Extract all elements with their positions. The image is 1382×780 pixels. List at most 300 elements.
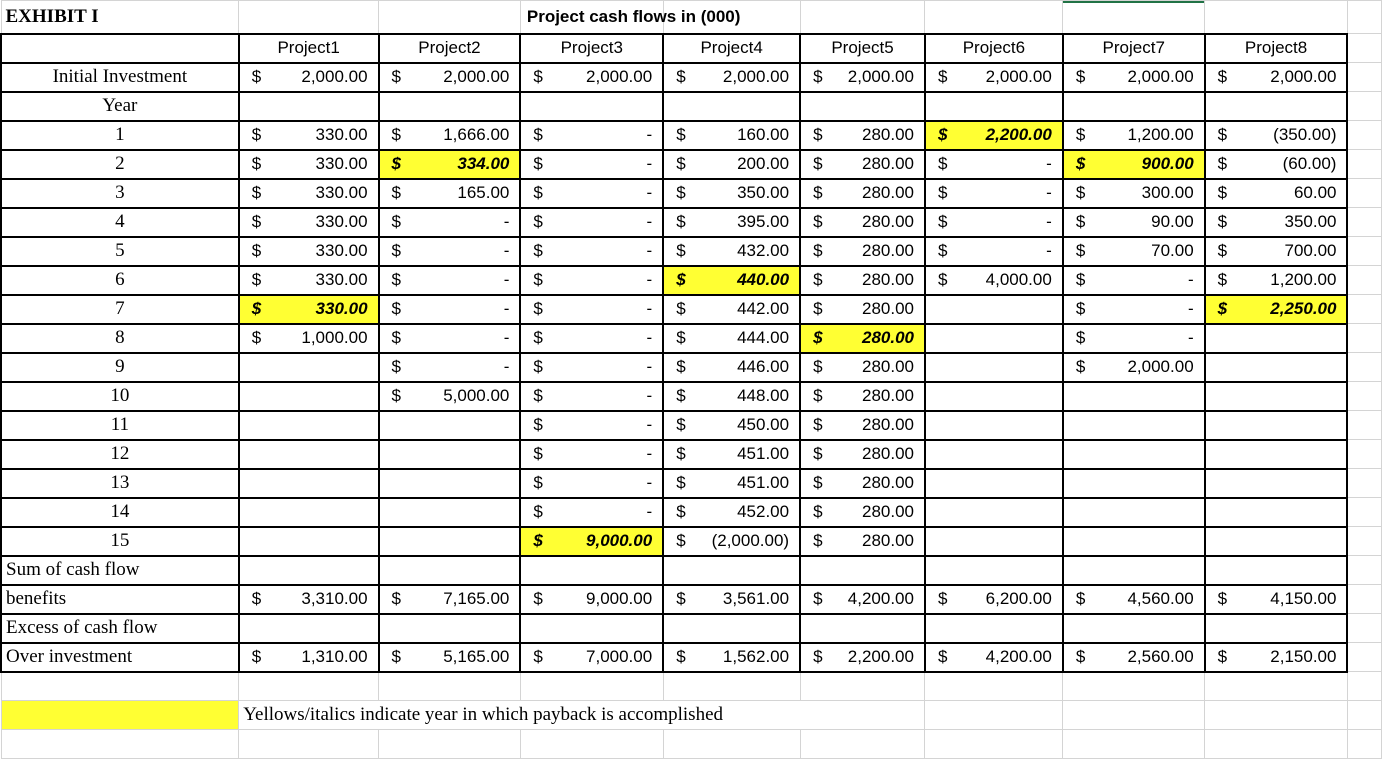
cash-flow-cell[interactable] bbox=[379, 527, 521, 556]
cash-flow-cell[interactable] bbox=[663, 324, 800, 353]
cell[interactable] bbox=[925, 556, 1063, 585]
cash-flow-cell[interactable] bbox=[379, 353, 521, 382]
cash-flow-cell[interactable] bbox=[925, 179, 1063, 208]
cash-flow-cell[interactable] bbox=[520, 411, 663, 440]
cash-flow-cell[interactable] bbox=[1205, 266, 1348, 295]
cash-flow-cell[interactable] bbox=[1063, 527, 1205, 556]
cash-flow-cell[interactable] bbox=[800, 208, 925, 237]
cell[interactable] bbox=[925, 1, 1063, 34]
year-header[interactable]: Year bbox=[1, 92, 239, 121]
project-header[interactable]: Project3 bbox=[520, 34, 663, 63]
cash-flow-cell[interactable] bbox=[925, 237, 1063, 266]
cell[interactable] bbox=[239, 1, 379, 34]
cell[interactable] bbox=[1063, 672, 1205, 701]
cell[interactable] bbox=[1, 34, 239, 63]
amount: 330.00 bbox=[315, 183, 368, 202]
cash-flow-cell[interactable] bbox=[520, 208, 663, 237]
cell[interactable] bbox=[1, 672, 239, 701]
cell[interactable] bbox=[663, 92, 800, 121]
payback-cell[interactable] bbox=[1205, 295, 1348, 324]
excess-label[interactable]: Over investment bbox=[1, 643, 239, 672]
cell[interactable] bbox=[239, 672, 379, 701]
currency-symbol: $ bbox=[937, 647, 948, 666]
payback-cell[interactable] bbox=[925, 121, 1063, 150]
cash-flow-cell[interactable] bbox=[1063, 440, 1205, 469]
cell[interactable] bbox=[1347, 556, 1381, 585]
currency-symbol: $ bbox=[813, 473, 823, 492]
cash-flow-cell[interactable] bbox=[800, 179, 925, 208]
cell[interactable] bbox=[663, 556, 800, 585]
cash-flow-cell[interactable] bbox=[239, 208, 379, 237]
payback-cell[interactable] bbox=[239, 295, 379, 324]
cell[interactable] bbox=[520, 730, 663, 759]
cash-flow-cell[interactable] bbox=[800, 527, 925, 556]
cash-flow-cell[interactable] bbox=[1205, 440, 1348, 469]
initial-investment-cell[interactable] bbox=[1205, 63, 1348, 92]
cash-flow-cell[interactable] bbox=[663, 382, 800, 411]
cell[interactable] bbox=[925, 614, 1063, 643]
amount: 900.00 bbox=[1141, 154, 1194, 173]
cash-flow-cell[interactable] bbox=[1063, 295, 1205, 324]
cell[interactable] bbox=[1347, 208, 1381, 237]
payback-cell[interactable] bbox=[520, 527, 663, 556]
accounting-value bbox=[525, 125, 658, 145]
cell[interactable] bbox=[1347, 614, 1381, 643]
project-header[interactable]: Project1 bbox=[239, 34, 379, 63]
cash-flow-cell[interactable] bbox=[1205, 353, 1348, 382]
cash-flow-cell[interactable] bbox=[1205, 208, 1348, 237]
initial-investment-cell[interactable] bbox=[663, 63, 800, 92]
cash-flow-cell[interactable] bbox=[1063, 469, 1205, 498]
currency-symbol: $ bbox=[676, 531, 686, 550]
sum-cell[interactable] bbox=[800, 585, 925, 614]
cell[interactable] bbox=[1205, 730, 1348, 759]
cell[interactable] bbox=[1063, 730, 1205, 759]
cell[interactable] bbox=[520, 556, 663, 585]
initial-investment-cell[interactable] bbox=[1063, 63, 1205, 92]
cash-flow-cell[interactable] bbox=[239, 411, 379, 440]
currency-symbol: $ bbox=[533, 212, 543, 231]
year-label[interactable]: 4 bbox=[1, 208, 239, 237]
cash-flow-cell[interactable] bbox=[1063, 237, 1205, 266]
cash-flow-cell[interactable] bbox=[1063, 324, 1205, 353]
cash-flow-cell[interactable] bbox=[925, 411, 1063, 440]
sum-cell[interactable] bbox=[520, 585, 663, 614]
cash-flow-cell[interactable] bbox=[520, 382, 663, 411]
cash-flow-cell[interactable] bbox=[663, 469, 800, 498]
amount: 2,200.00 bbox=[985, 125, 1052, 144]
year-label[interactable]: 1 bbox=[1, 121, 239, 150]
cell[interactable] bbox=[1347, 411, 1381, 440]
cash-flow-cell[interactable] bbox=[1205, 324, 1348, 353]
currency-symbol: $ bbox=[251, 328, 262, 347]
cell[interactable] bbox=[800, 556, 925, 585]
sheet-row bbox=[1, 440, 1382, 469]
cash-flow-cell[interactable] bbox=[1063, 498, 1205, 527]
cash-flow-cell[interactable] bbox=[379, 382, 521, 411]
initial-investment-cell[interactable] bbox=[800, 63, 925, 92]
cell[interactable] bbox=[379, 92, 521, 121]
cell[interactable] bbox=[663, 672, 800, 701]
excess-cell[interactable] bbox=[379, 643, 521, 672]
initial-investment-cell[interactable] bbox=[925, 63, 1063, 92]
cell[interactable] bbox=[1205, 701, 1348, 730]
cell[interactable] bbox=[663, 730, 800, 759]
cash-flow-cell[interactable] bbox=[925, 324, 1063, 353]
sum-cell[interactable] bbox=[925, 585, 1063, 614]
cell[interactable] bbox=[520, 92, 663, 121]
year-label[interactable]: 10 bbox=[1, 382, 239, 411]
cash-flow-cell[interactable] bbox=[925, 150, 1063, 179]
cash-flow-cell[interactable] bbox=[925, 353, 1063, 382]
cash-flow-cell[interactable] bbox=[520, 266, 663, 295]
cell[interactable] bbox=[1347, 498, 1381, 527]
cell[interactable] bbox=[800, 730, 925, 759]
amount: 2,200.00 bbox=[847, 647, 914, 666]
cell[interactable] bbox=[1205, 614, 1348, 643]
cash-flow-cell[interactable] bbox=[239, 179, 379, 208]
cash-flow-cell[interactable] bbox=[239, 498, 379, 527]
cell[interactable] bbox=[239, 614, 379, 643]
cell[interactable] bbox=[925, 701, 1063, 730]
cell[interactable] bbox=[379, 556, 521, 585]
cash-flow-cell[interactable] bbox=[800, 150, 925, 179]
cell[interactable] bbox=[800, 1, 925, 34]
cash-flow-cell[interactable] bbox=[379, 179, 521, 208]
amount: 450.00 bbox=[737, 415, 790, 434]
cash-flow-cell[interactable] bbox=[925, 469, 1063, 498]
sum-cell[interactable] bbox=[1063, 585, 1205, 614]
cash-flow-cell[interactable] bbox=[1205, 382, 1348, 411]
amount: - bbox=[646, 241, 653, 260]
cash-flow-cell[interactable] bbox=[239, 121, 379, 150]
initial-investment-cell[interactable] bbox=[239, 63, 379, 92]
amount: 160.00 bbox=[737, 125, 790, 144]
cell[interactable] bbox=[925, 730, 1063, 759]
cell[interactable] bbox=[1205, 92, 1348, 121]
cash-flow-cell[interactable] bbox=[239, 266, 379, 295]
cell[interactable] bbox=[1347, 324, 1381, 353]
cell[interactable] bbox=[1347, 672, 1381, 701]
accounting-value bbox=[668, 328, 795, 348]
year-label[interactable]: 14 bbox=[1, 498, 239, 527]
cash-flow-cell[interactable] bbox=[925, 295, 1063, 324]
cash-flow-cell[interactable] bbox=[1063, 382, 1205, 411]
currency-symbol: $ bbox=[391, 328, 402, 347]
cash-flow-cell[interactable] bbox=[1205, 237, 1348, 266]
cash-flow-cell[interactable] bbox=[239, 527, 379, 556]
accounting-value bbox=[384, 589, 516, 609]
cell[interactable] bbox=[520, 672, 663, 701]
cash-flow-cell[interactable] bbox=[379, 324, 521, 353]
sum-label[interactable]: Sum of cash flow bbox=[1, 556, 239, 585]
project-header[interactable]: Project6 bbox=[925, 34, 1063, 63]
cash-flow-cell[interactable] bbox=[520, 179, 663, 208]
cash-flow-cell[interactable] bbox=[663, 208, 800, 237]
cash-flow-cell[interactable] bbox=[379, 411, 521, 440]
cash-flow-cell[interactable] bbox=[1063, 179, 1205, 208]
cell[interactable] bbox=[1347, 266, 1381, 295]
project-header[interactable]: Project2 bbox=[379, 34, 521, 63]
amount: 200.00 bbox=[737, 154, 790, 173]
currency-symbol: $ bbox=[937, 125, 948, 144]
currency-symbol: $ bbox=[813, 212, 823, 231]
amount: 5,165.00 bbox=[443, 647, 510, 666]
cash-flow-cell[interactable] bbox=[800, 411, 925, 440]
cell[interactable] bbox=[1347, 527, 1381, 556]
currency-symbol: $ bbox=[533, 299, 543, 318]
cash-flow-cell[interactable] bbox=[663, 527, 800, 556]
year-label[interactable]: 7 bbox=[1, 295, 239, 324]
cash-flow-cell[interactable] bbox=[800, 498, 925, 527]
accounting-value bbox=[805, 183, 920, 203]
cell[interactable] bbox=[800, 614, 925, 643]
cell[interactable] bbox=[1063, 556, 1205, 585]
cash-flow-cell[interactable] bbox=[800, 266, 925, 295]
payback-cell[interactable] bbox=[800, 324, 925, 353]
cash-flow-cell[interactable] bbox=[379, 295, 521, 324]
cash-flow-cell[interactable] bbox=[800, 237, 925, 266]
excess-cell[interactable] bbox=[800, 643, 925, 672]
cell[interactable] bbox=[1205, 1, 1348, 34]
cell[interactable] bbox=[239, 556, 379, 585]
cash-flow-cell[interactable] bbox=[520, 121, 663, 150]
cash-flow-cell[interactable] bbox=[379, 237, 521, 266]
cash-flow-cell[interactable] bbox=[925, 382, 1063, 411]
cell[interactable] bbox=[1, 730, 239, 759]
project-header[interactable]: Project7 bbox=[1063, 34, 1205, 63]
cell[interactable] bbox=[379, 614, 521, 643]
cash-flow-cell[interactable] bbox=[925, 440, 1063, 469]
table-title-cell[interactable] bbox=[520, 1, 741, 34]
year-label[interactable]: 15 bbox=[1, 527, 239, 556]
currency-symbol: $ bbox=[391, 212, 402, 231]
cash-flow-cell[interactable] bbox=[1205, 150, 1348, 179]
cell[interactable] bbox=[1347, 121, 1381, 150]
cell[interactable] bbox=[663, 614, 800, 643]
cell[interactable] bbox=[1347, 469, 1381, 498]
currency-symbol: $ bbox=[391, 647, 402, 666]
cash-flow-cell[interactable] bbox=[520, 498, 663, 527]
excess-label[interactable]: Excess of cash flow bbox=[1, 614, 239, 643]
cell[interactable] bbox=[1063, 92, 1205, 121]
excess-cell[interactable] bbox=[663, 643, 800, 672]
cash-flow-cell[interactable] bbox=[379, 208, 521, 237]
cash-flow-cell[interactable] bbox=[800, 469, 925, 498]
cell[interactable] bbox=[925, 92, 1063, 121]
cell[interactable] bbox=[379, 672, 521, 701]
amount: 7,165.00 bbox=[443, 589, 510, 608]
cash-flow-cell[interactable] bbox=[663, 295, 800, 324]
cell[interactable] bbox=[379, 730, 521, 759]
accounting-value bbox=[930, 241, 1058, 261]
cell[interactable] bbox=[1063, 701, 1205, 730]
currency-symbol: $ bbox=[1217, 212, 1228, 231]
cash-flow-cell[interactable] bbox=[520, 440, 663, 469]
cash-flow-cell[interactable] bbox=[1205, 411, 1348, 440]
cash-flow-cell[interactable] bbox=[520, 237, 663, 266]
cash-flow-cell[interactable] bbox=[663, 353, 800, 382]
cash-flow-cell[interactable] bbox=[800, 382, 925, 411]
cash-flow-cell[interactable] bbox=[1063, 266, 1205, 295]
initial-investment-label[interactable]: Initial Investment bbox=[1, 63, 239, 92]
cell[interactable] bbox=[1063, 1, 1205, 34]
cash-flow-cell[interactable] bbox=[663, 498, 800, 527]
sum-cell[interactable] bbox=[239, 585, 379, 614]
cash-flow-cell[interactable] bbox=[1063, 208, 1205, 237]
cell[interactable] bbox=[1347, 150, 1381, 179]
cash-flow-cell[interactable] bbox=[520, 295, 663, 324]
cash-flow-cell[interactable] bbox=[663, 237, 800, 266]
cash-flow-cell[interactable] bbox=[1205, 121, 1348, 150]
cash-flow-cell[interactable] bbox=[520, 469, 663, 498]
cell[interactable] bbox=[1347, 440, 1381, 469]
cell[interactable] bbox=[239, 730, 379, 759]
amount: 446.00 bbox=[737, 357, 790, 376]
year-label[interactable]: 8 bbox=[1, 324, 239, 353]
cell[interactable] bbox=[1347, 295, 1381, 324]
amount: 2,000.00 bbox=[586, 67, 653, 86]
project-header[interactable]: Project5 bbox=[800, 34, 925, 63]
cash-flow-cell[interactable] bbox=[1205, 527, 1348, 556]
cash-flow-cell[interactable] bbox=[800, 121, 925, 150]
sheet-row bbox=[1, 498, 1382, 527]
cash-flow-cell[interactable] bbox=[1205, 498, 1348, 527]
cash-flow-cell[interactable] bbox=[239, 440, 379, 469]
cash-flow-cell[interactable] bbox=[800, 353, 925, 382]
year-label[interactable]: 11 bbox=[1, 411, 239, 440]
cash-flow-cell[interactable] bbox=[239, 237, 379, 266]
cell[interactable] bbox=[1347, 643, 1381, 672]
accounting-value bbox=[668, 67, 795, 87]
cell[interactable] bbox=[1205, 672, 1348, 701]
amount: 395.00 bbox=[737, 212, 790, 231]
excess-cell[interactable] bbox=[239, 643, 379, 672]
currency-symbol: $ bbox=[937, 212, 948, 231]
cash-flow-cell[interactable] bbox=[1063, 411, 1205, 440]
cash-flow-cell[interactable] bbox=[379, 469, 521, 498]
payback-cell[interactable] bbox=[1063, 150, 1205, 179]
cash-flow-cell[interactable] bbox=[1063, 353, 1205, 382]
year-label[interactable]: 6 bbox=[1, 266, 239, 295]
cash-flow-cell[interactable] bbox=[663, 121, 800, 150]
cash-flow-cell[interactable] bbox=[925, 498, 1063, 527]
accounting-value bbox=[1210, 299, 1343, 319]
accounting-value bbox=[525, 386, 658, 406]
cell[interactable] bbox=[1063, 614, 1205, 643]
excess-cell[interactable] bbox=[520, 643, 663, 672]
year-label[interactable]: 2 bbox=[1, 150, 239, 179]
cell[interactable] bbox=[379, 1, 521, 34]
exhibit-title[interactable]: EXHIBIT I bbox=[1, 1, 239, 34]
amount: 451.00 bbox=[737, 444, 790, 463]
cash-flow-cell[interactable] bbox=[663, 150, 800, 179]
year-label[interactable]: 12 bbox=[1, 440, 239, 469]
cell[interactable] bbox=[1347, 585, 1381, 614]
year-label[interactable]: 13 bbox=[1, 469, 239, 498]
year-label[interactable]: 3 bbox=[1, 179, 239, 208]
cell[interactable] bbox=[800, 92, 925, 121]
cell[interactable] bbox=[1347, 353, 1381, 382]
cash-flow-cell[interactable] bbox=[663, 440, 800, 469]
accounting-value bbox=[1068, 270, 1200, 290]
cell[interactable] bbox=[1205, 556, 1348, 585]
cash-flow-cell[interactable] bbox=[239, 469, 379, 498]
cell[interactable] bbox=[925, 672, 1063, 701]
currency-symbol: $ bbox=[533, 125, 543, 144]
cash-flow-cell[interactable] bbox=[1205, 179, 1348, 208]
amount: 5,000.00 bbox=[443, 386, 510, 405]
cash-flow-cell[interactable] bbox=[239, 353, 379, 382]
cell[interactable] bbox=[1347, 382, 1381, 411]
cell[interactable] bbox=[1347, 92, 1381, 121]
cash-flow-cell[interactable] bbox=[520, 324, 663, 353]
year-label[interactable]: 9 bbox=[1, 353, 239, 382]
cash-flow-cell[interactable] bbox=[520, 150, 663, 179]
cash-flow-cell[interactable] bbox=[1205, 469, 1348, 498]
cash-flow-cell[interactable] bbox=[239, 382, 379, 411]
cash-flow-cell[interactable] bbox=[379, 266, 521, 295]
accounting-value bbox=[805, 357, 920, 377]
currency-symbol: $ bbox=[533, 589, 543, 608]
cash-flow-cell[interactable] bbox=[379, 121, 521, 150]
excess-cell[interactable] bbox=[1205, 643, 1348, 672]
excess-cell[interactable] bbox=[1063, 643, 1205, 672]
cash-flow-cell[interactable] bbox=[925, 266, 1063, 295]
cash-flow-cell[interactable] bbox=[663, 411, 800, 440]
sum-label[interactable]: benefits bbox=[1, 585, 239, 614]
amount: 2,000.00 bbox=[722, 67, 790, 86]
cash-flow-cell[interactable] bbox=[800, 295, 925, 324]
payback-cell[interactable] bbox=[379, 150, 521, 179]
cell[interactable] bbox=[239, 92, 379, 121]
cell[interactable] bbox=[800, 672, 925, 701]
cash-flow-cell[interactable] bbox=[800, 440, 925, 469]
accounting-value bbox=[668, 444, 795, 464]
amount: 330.00 bbox=[315, 154, 368, 173]
project-header[interactable]: Project8 bbox=[1205, 34, 1348, 63]
cash-flow-cell[interactable] bbox=[379, 440, 521, 469]
cell[interactable] bbox=[1347, 179, 1381, 208]
year-label[interactable]: 5 bbox=[1, 237, 239, 266]
cell[interactable] bbox=[1347, 1, 1381, 34]
cash-flow-cell[interactable] bbox=[520, 353, 663, 382]
cell[interactable] bbox=[1347, 701, 1381, 730]
cell[interactable] bbox=[1347, 237, 1381, 266]
cell[interactable] bbox=[1347, 63, 1381, 92]
cash-flow-cell[interactable] bbox=[925, 208, 1063, 237]
cell[interactable] bbox=[1347, 34, 1381, 63]
currency-symbol: $ bbox=[1217, 270, 1228, 289]
payback-cell[interactable] bbox=[663, 266, 800, 295]
cash-flow-cell[interactable] bbox=[239, 150, 379, 179]
cash-flow-cell[interactable] bbox=[1063, 121, 1205, 150]
sum-cell[interactable] bbox=[663, 585, 800, 614]
initial-investment-cell[interactable] bbox=[379, 63, 521, 92]
cell[interactable] bbox=[520, 614, 663, 643]
cash-flow-cell[interactable] bbox=[663, 179, 800, 208]
excess-cell[interactable] bbox=[925, 643, 1063, 672]
accounting-value bbox=[930, 212, 1058, 232]
cash-flow-cell[interactable] bbox=[379, 498, 521, 527]
initial-investment-cell[interactable] bbox=[520, 63, 663, 92]
sum-cell[interactable] bbox=[379, 585, 521, 614]
cell[interactable] bbox=[1347, 730, 1381, 759]
cash-flow-cell[interactable] bbox=[925, 527, 1063, 556]
cash-flow-cell[interactable] bbox=[239, 324, 379, 353]
sum-cell[interactable] bbox=[1205, 585, 1348, 614]
project-header[interactable]: Project4 bbox=[663, 34, 800, 63]
